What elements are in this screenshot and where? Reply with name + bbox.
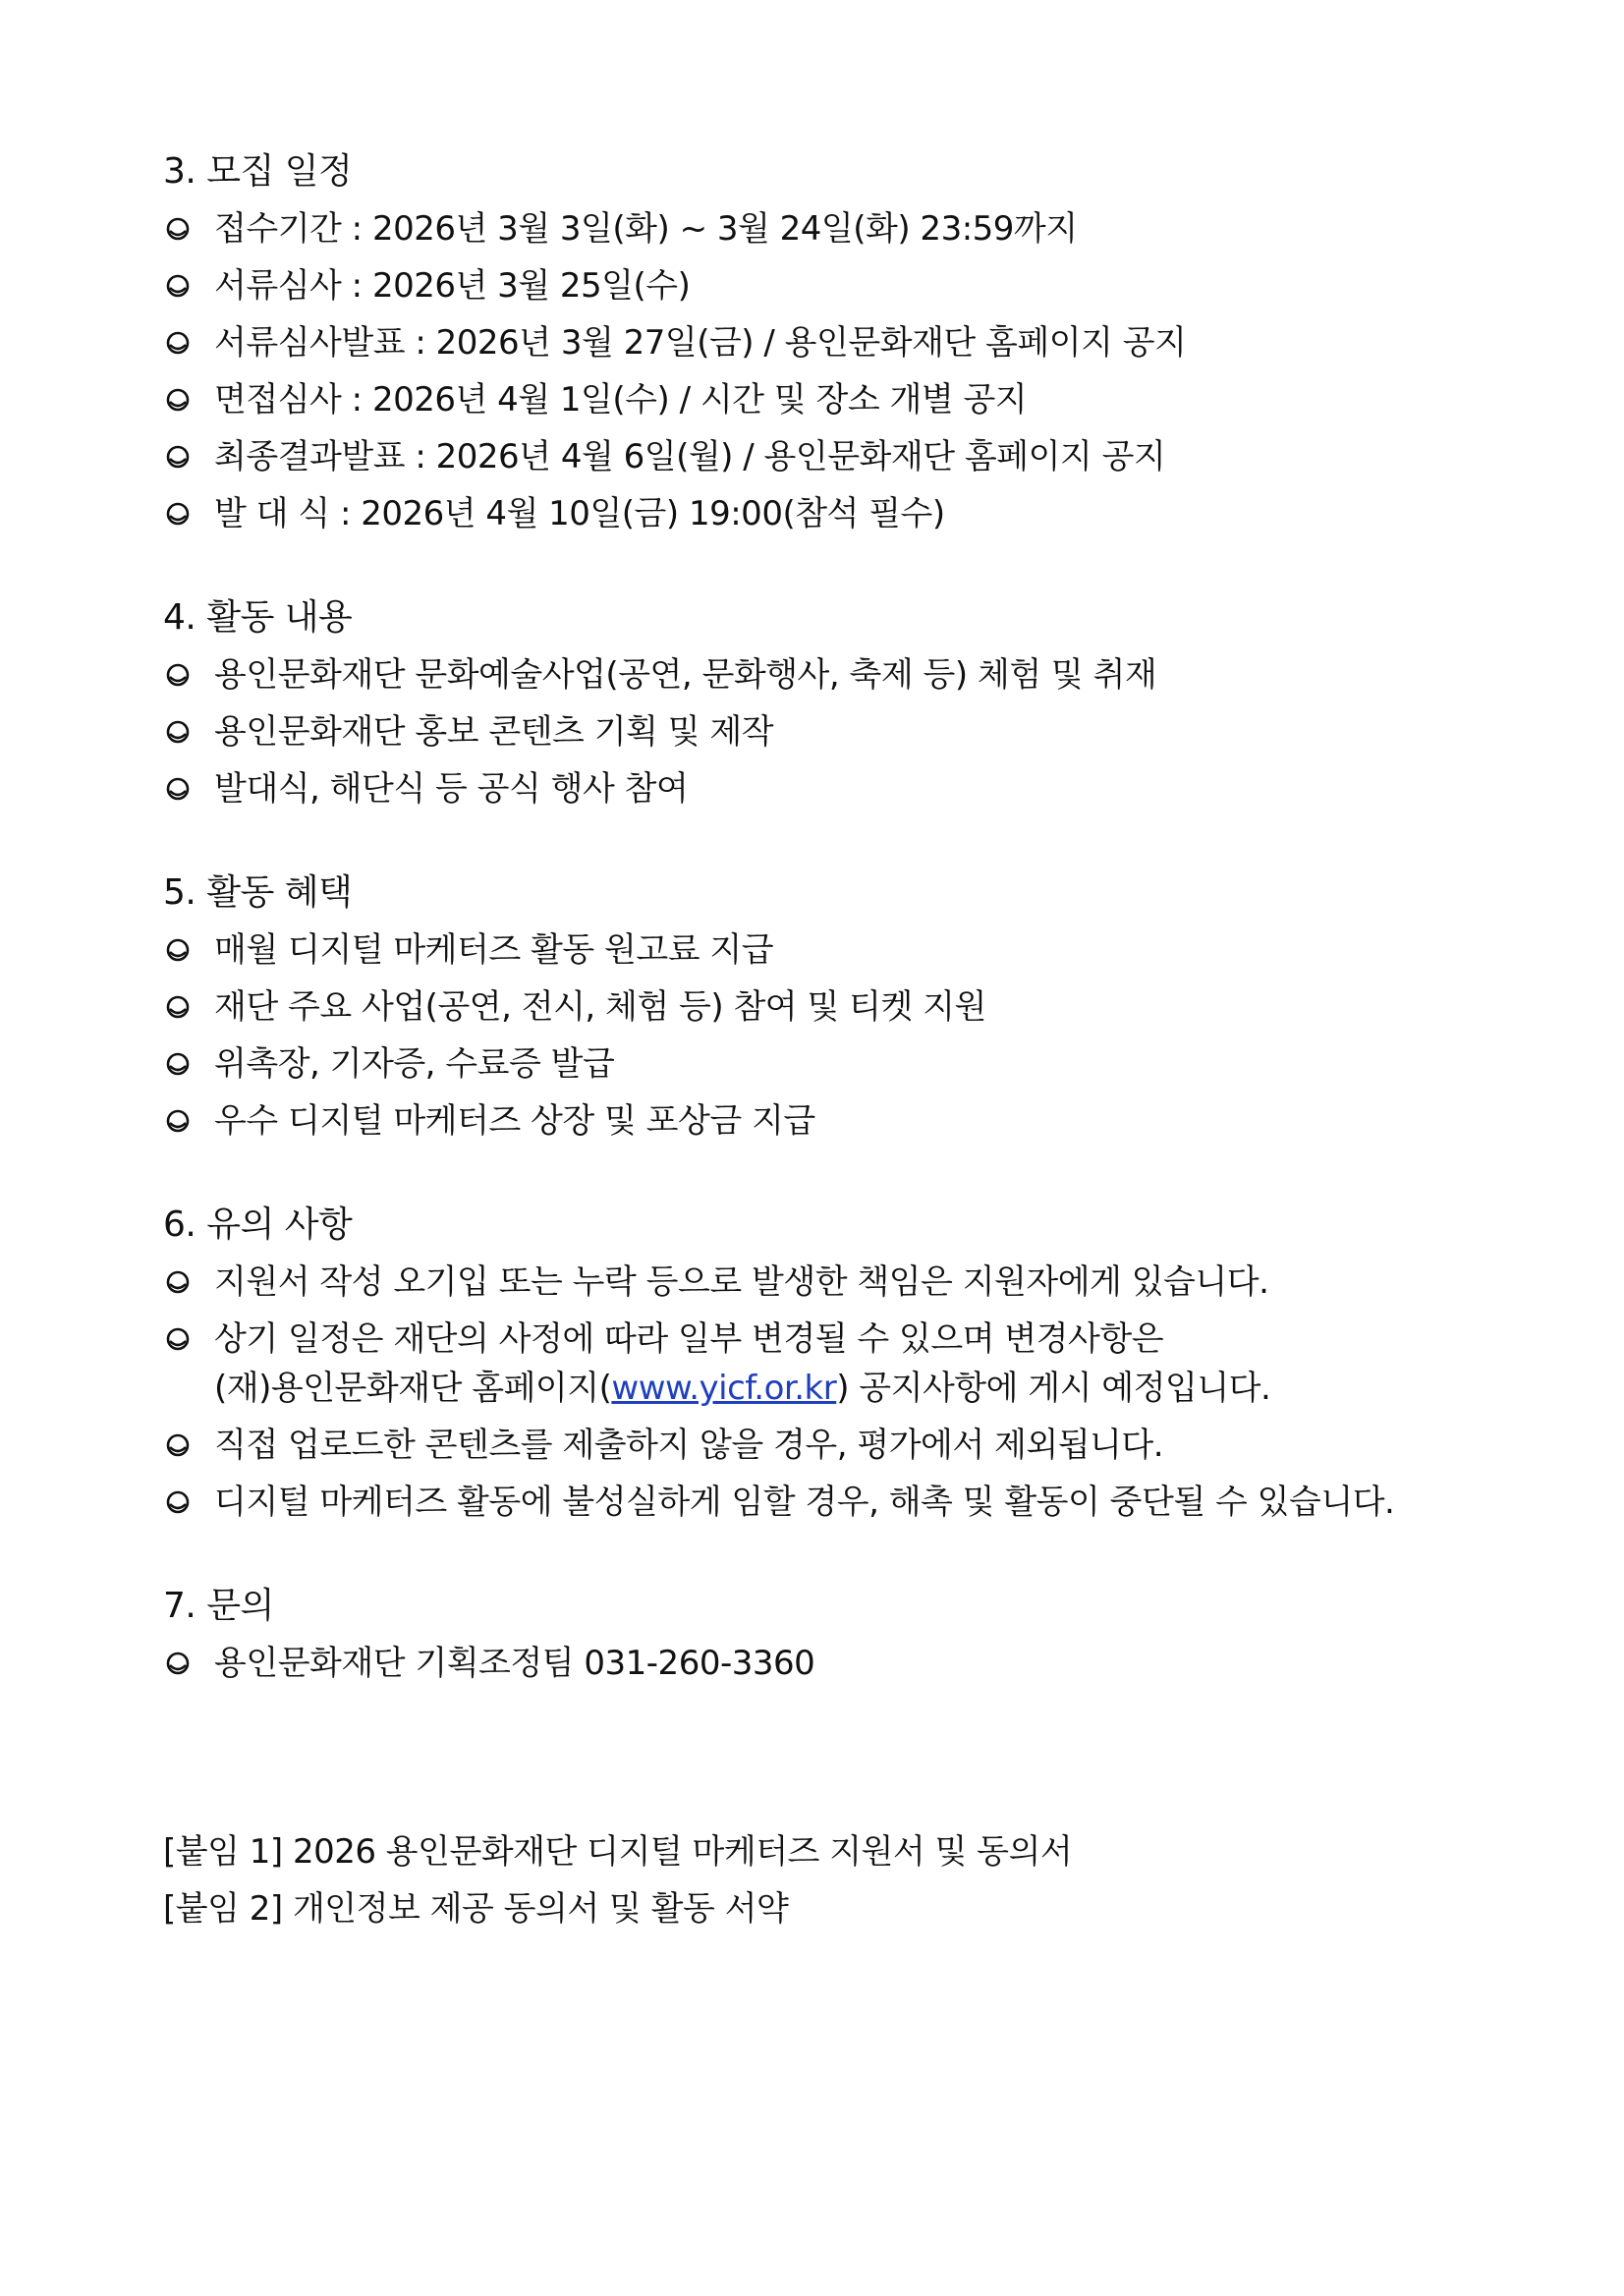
list-item (163, 375, 1499, 424)
schedule-item-text: 접수기간 : 2026년 3월 3일(화) ~ 3월 24일(화) 23:59까지 (214, 209, 1078, 249)
section-activities (163, 593, 1499, 813)
bullet-icon (163, 1421, 193, 1470)
document-page (163, 147, 1499, 1941)
activity-item-text: 발대식, 해단식 등 공식 행사 참여 (214, 769, 689, 809)
list-item (163, 261, 1499, 310)
list-item (163, 432, 1499, 481)
section-notes (163, 1201, 1499, 1527)
note-item-multiline (214, 1315, 1270, 1413)
bullet-icon (163, 982, 193, 1032)
bullet-icon (163, 1315, 193, 1364)
activity-item-text: 용인문화재단 문화예술사업(공연, 문화행사, 축제 등) 체험 및 취재 (214, 655, 1157, 695)
section-benefits (163, 868, 1499, 1146)
note-item-text: 지원서 작성 오기입 또는 누락 등으로 발생한 책임은 지원자에게 있습니다. (214, 1262, 1269, 1302)
list-item (163, 1421, 1499, 1470)
list-item (163, 764, 1499, 813)
bullet-icon (163, 1096, 193, 1146)
note-item-line1: 상기 일정은 재단의 사정에 따라 일부 변경될 수 있으며 변경사항은 (214, 1319, 1164, 1359)
list-item (163, 650, 1499, 700)
note-item-line2 (214, 1364, 1270, 1413)
attachments-list (163, 1827, 1499, 1933)
contact-item-text: 용인문화재단 기획조정팀 031-260-3360 (214, 1644, 815, 1683)
bullet-icon (163, 375, 193, 424)
bullet-icon (163, 707, 193, 756)
list-item (163, 1478, 1499, 1527)
list-item (163, 489, 1499, 538)
schedule-item-text: 서류심사 : 2026년 3월 25일(수) (214, 266, 691, 306)
section-contact (163, 1582, 1499, 1688)
list-item (163, 1315, 1499, 1413)
bullet-icon (163, 764, 193, 813)
benefit-item-text: 매월 디지털 마케터즈 활동 원고료 지급 (214, 930, 774, 970)
bullet-icon (163, 489, 193, 538)
list-item (163, 318, 1499, 367)
attachment-item: [붙임 2] 개인정보 제공 동의서 및 활동 서약 (163, 1889, 789, 1929)
list-item (163, 1039, 1499, 1089)
section-heading: 7. 문의 (163, 1586, 274, 1626)
list-item (163, 1639, 1499, 1688)
bullet-icon (163, 1639, 193, 1688)
note-item-line2-prefix: (재)용인문화재단 홈페이지( (214, 1369, 612, 1408)
bullet-icon (163, 1039, 193, 1089)
section-heading: 5. 활동 혜택 (163, 872, 353, 913)
bullet-icon (163, 432, 193, 481)
section-heading: 4. 활동 내용 (163, 597, 353, 638)
schedule-item-text: 최종결과발표 : 2026년 4월 6일(월) / 용인문화재단 홈페이지 공지 (214, 437, 1166, 476)
section-schedule (163, 147, 1499, 538)
schedule-item-text: 발 대 식 : 2026년 4월 10일(금) 19:00(참석 필수) (214, 494, 945, 533)
benefit-item-text: 우수 디지털 마케터즈 상장 및 포상금 지급 (214, 1101, 815, 1141)
activity-item-text: 용인문화재단 홍보 콘텐츠 기획 및 제작 (214, 712, 774, 752)
bullet-icon (163, 650, 193, 700)
schedule-item-text: 서류심사발표 : 2026년 3월 27일(금) / 용인문화재단 홈페이지 공지 (214, 323, 1187, 363)
list-item (163, 925, 1499, 975)
list-item (163, 1096, 1499, 1146)
bullet-icon (163, 1478, 193, 1527)
schedule-item-text: 면접심사 : 2026년 4월 1일(수) / 시간 및 장소 개별 공지 (214, 380, 1028, 420)
bullet-icon (163, 204, 193, 253)
note-item-line2-suffix: ) 공지사항에 게시 예정입니다. (836, 1369, 1271, 1408)
list-item (163, 982, 1499, 1032)
bullet-icon (163, 261, 193, 310)
bullet-icon (163, 1258, 193, 1307)
list-item (163, 1258, 1499, 1307)
bullet-icon (163, 318, 193, 367)
benefit-item-text: 재단 주요 사업(공연, 전시, 체험 등) 참여 및 티켓 지원 (214, 987, 986, 1027)
section-heading: 6. 유의 사항 (163, 1204, 353, 1245)
list-item (163, 204, 1499, 253)
list-item (163, 707, 1499, 756)
section-heading: 3. 모집 일정 (163, 151, 353, 192)
attachment-item: [붙임 1] 2026 용인문화재단 디지털 마케터즈 지원서 및 동의서 (163, 1832, 1073, 1872)
benefit-item-text: 위촉장, 기자증, 수료증 발급 (214, 1044, 615, 1084)
note-item-text: 직접 업로드한 콘텐츠를 제출하지 않을 경우, 평가에서 제외됩니다. (214, 1426, 1164, 1465)
homepage-link[interactable]: www.yicf.or.kr (611, 1369, 837, 1408)
note-item-text: 디지털 마케터즈 활동에 불성실하게 임할 경우, 해촉 및 활동이 중단될 수 있습니다. (214, 1483, 1395, 1522)
bullet-icon (163, 925, 193, 975)
